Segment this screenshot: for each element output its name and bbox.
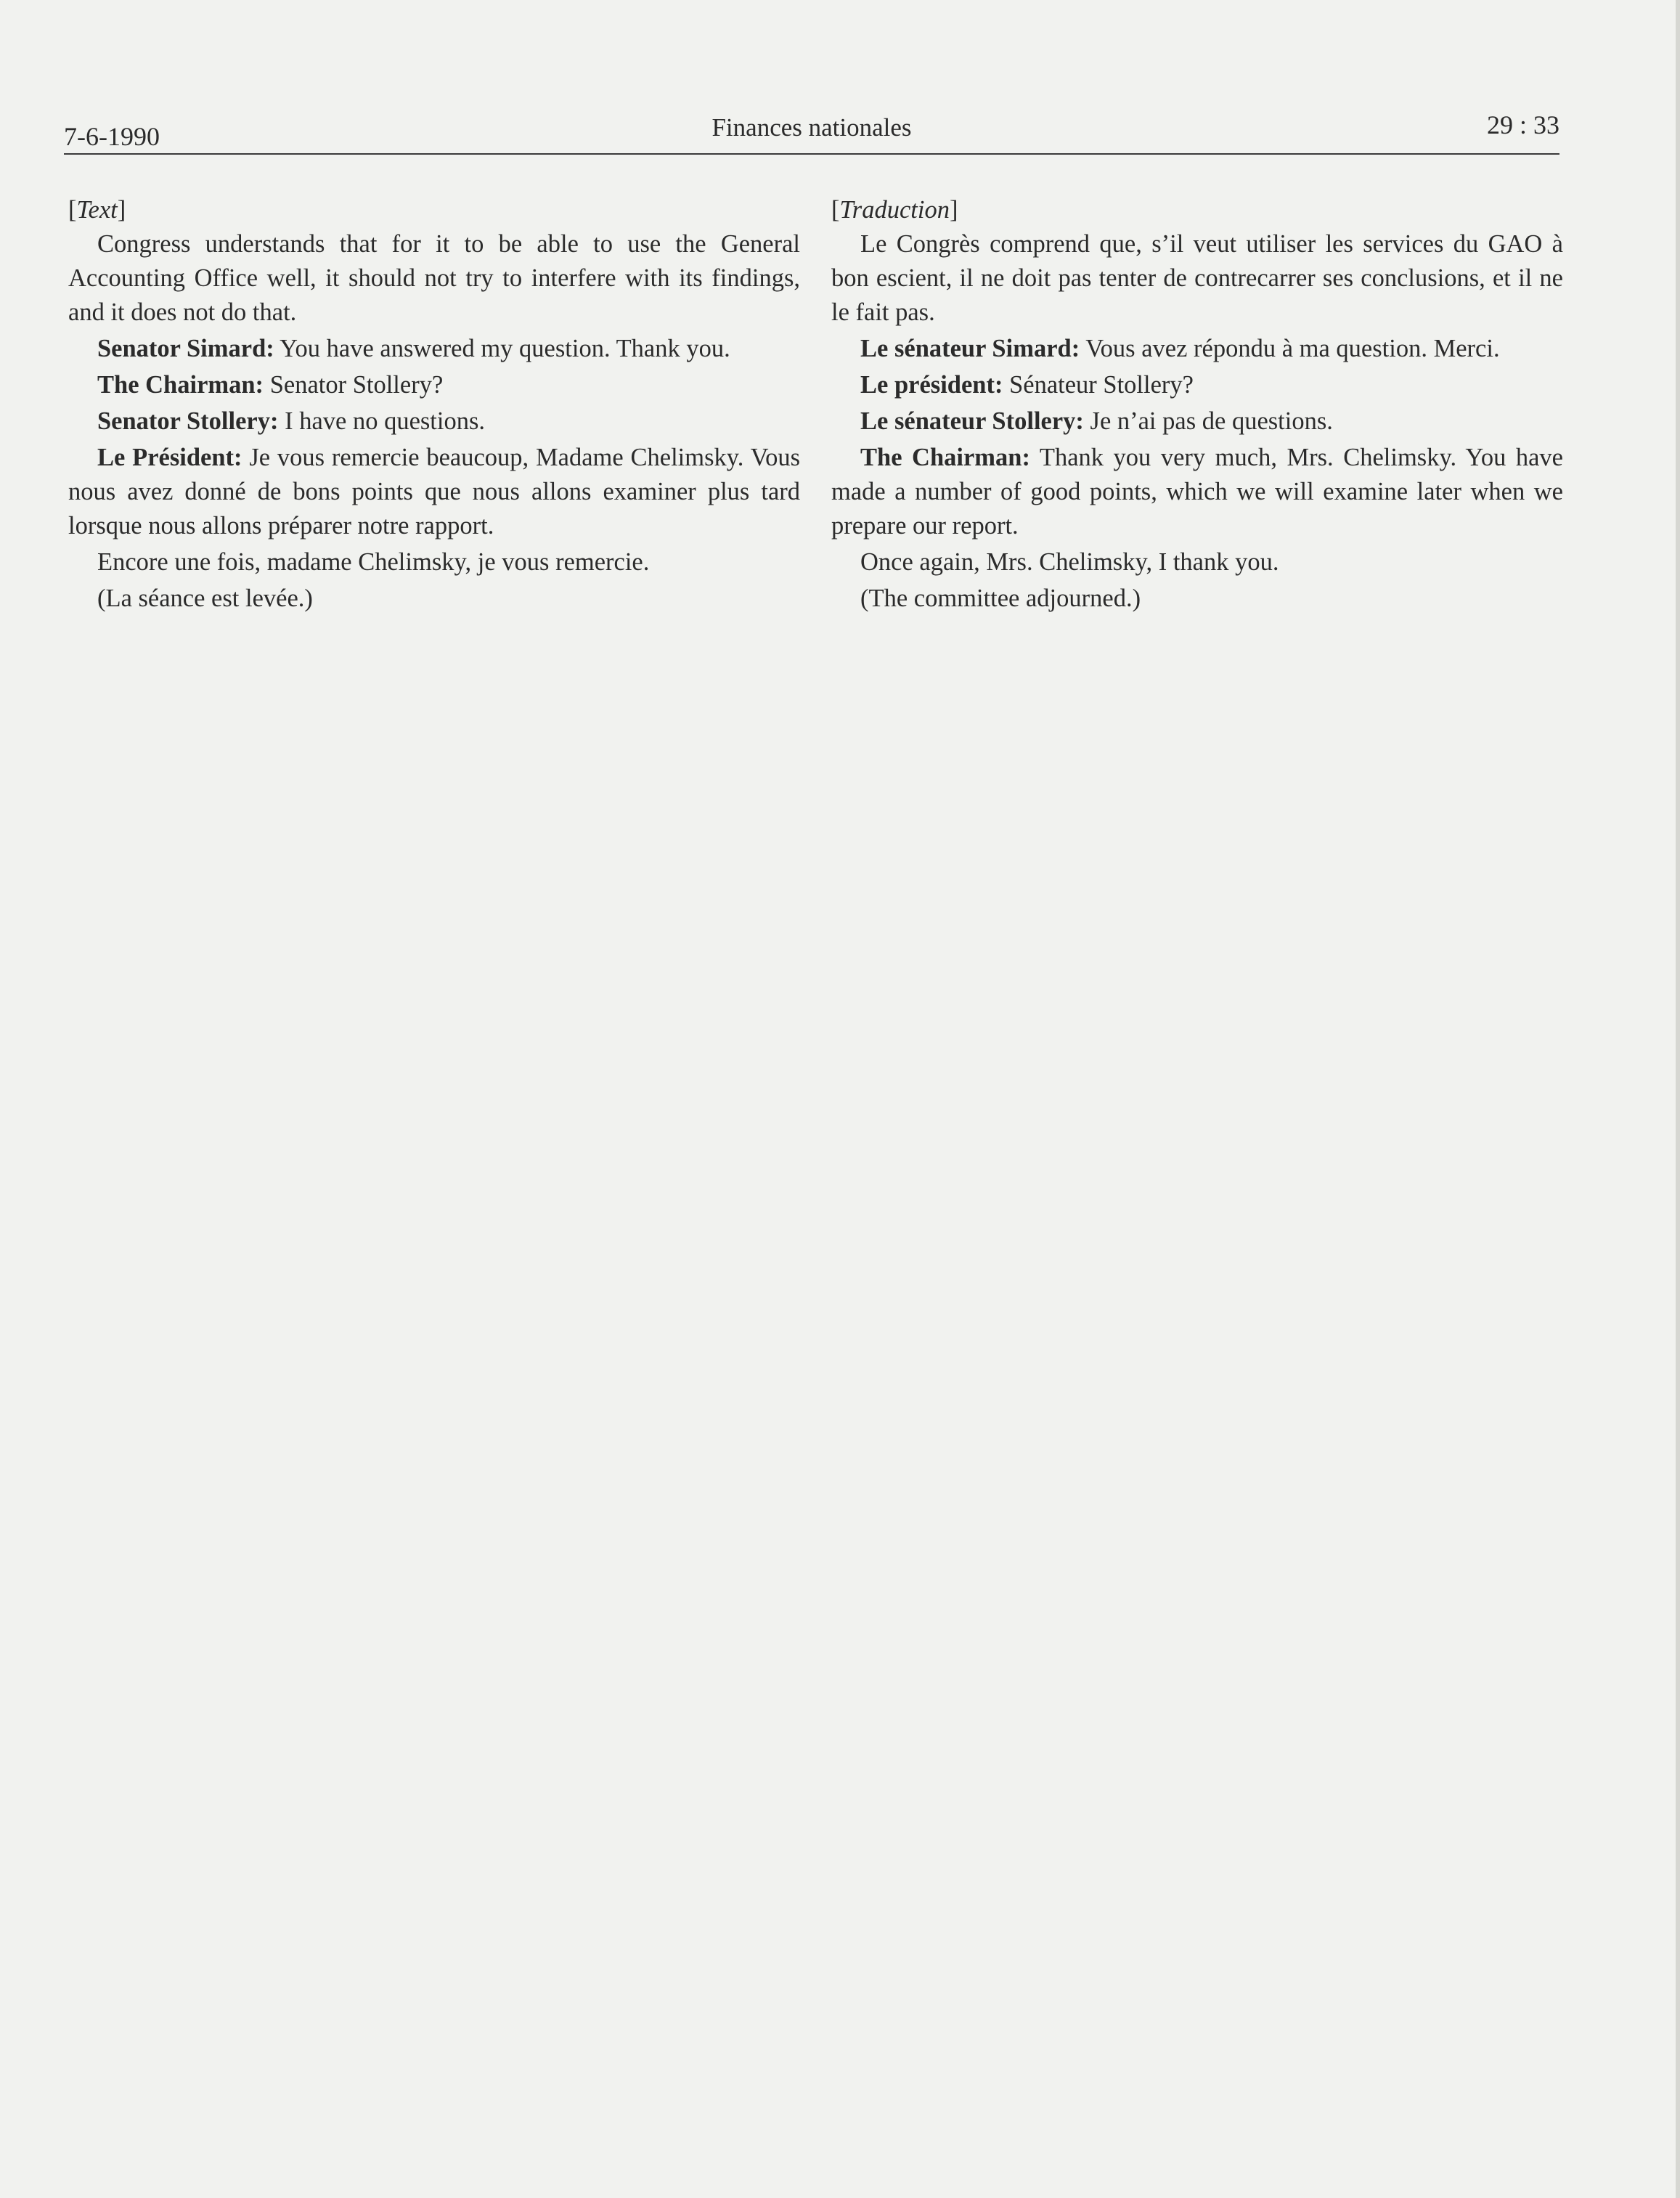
right-column-french [831, 193, 1563, 616]
speaker-name: Le Président: [97, 444, 242, 471]
paragraph [68, 227, 800, 330]
paragraph-text: Le Congrès comprend que, s’il veut utiliser les services du GAO à bon escient, il ne doit pas tenter de contrecarrer ses conclusions, et il ne le fait pas. [831, 230, 1563, 326]
paragraph-text: (La séance est levée.) [97, 585, 313, 612]
paragraph [831, 545, 1563, 579]
paragraph [68, 582, 800, 616]
header-page-number: 29 : 33 [1486, 110, 1559, 139]
paragraph [68, 441, 800, 543]
paragraph-text: Senator Stollery? [264, 371, 444, 399]
speaker-name: Le sénateur Simard: [860, 335, 1080, 362]
paragraph-text: You have answered my question. Thank you. [274, 335, 730, 362]
left-column-english [68, 193, 800, 616]
speaker-name: Le sénateur Stollery: [860, 407, 1084, 435]
paragraph [68, 368, 800, 402]
page-edge-shadow [1676, 0, 1680, 2198]
header-rule [64, 153, 1559, 155]
paragraph-text: Sénateur Stollery? [1003, 371, 1194, 399]
paragraph [68, 332, 800, 366]
paragraph [68, 404, 800, 439]
paragraph [831, 582, 1563, 616]
paragraph-text: I have no questions. [278, 407, 486, 435]
paragraph-text: Je vous remercie beaucoup, Madame Chelimsky. Vous nous avez donné de bons points que nous allons examiner plus tard lorsque nous allons préparer notre rapport. [68, 444, 800, 540]
header-date: 7-6-1990 [64, 122, 160, 151]
paragraph-text: Thank you very much, Mrs. Chelimsky. You have made a number of good points, which we will examine later when we prepare our report. [831, 444, 1563, 540]
paragraph-text: Encore une fois, madame Chelimsky, je vous remercie. [97, 548, 650, 576]
page-header [64, 109, 1559, 154]
paragraph [831, 332, 1563, 366]
paragraph-text: Congress understands that for it to be able to use the General Accounting Office well, it should not try to interfere with its findings, and it does not do that. [68, 230, 800, 326]
section-marker-text: Text [76, 196, 118, 224]
paragraph [831, 404, 1563, 439]
speaker-name: Le président: [860, 371, 1003, 399]
paragraph [831, 368, 1563, 402]
section-marker: [Traduction] [831, 196, 958, 224]
paragraph-text: (The committee adjourned.) [860, 585, 1141, 612]
section-marker-text: Traduction [839, 196, 950, 224]
section-marker: [Text] [68, 196, 126, 224]
paragraph-text: Je n’ai pas de questions. [1083, 407, 1333, 435]
speaker-name: The Chairman: [860, 444, 1030, 471]
header-title: Finances nationales [711, 113, 912, 142]
paragraph-text: Vous avez répondu à ma question. Merci. [1080, 335, 1500, 362]
speaker-name: Senator Simard: [97, 335, 274, 362]
paragraph-text: Once again, Mrs. Chelimsky, I thank you. [860, 548, 1279, 576]
paragraph [831, 441, 1563, 543]
speaker-name: Senator Stollery: [97, 407, 279, 435]
paragraph [68, 545, 800, 579]
paragraph [831, 227, 1563, 330]
speaker-name: The Chairman: [97, 371, 264, 399]
